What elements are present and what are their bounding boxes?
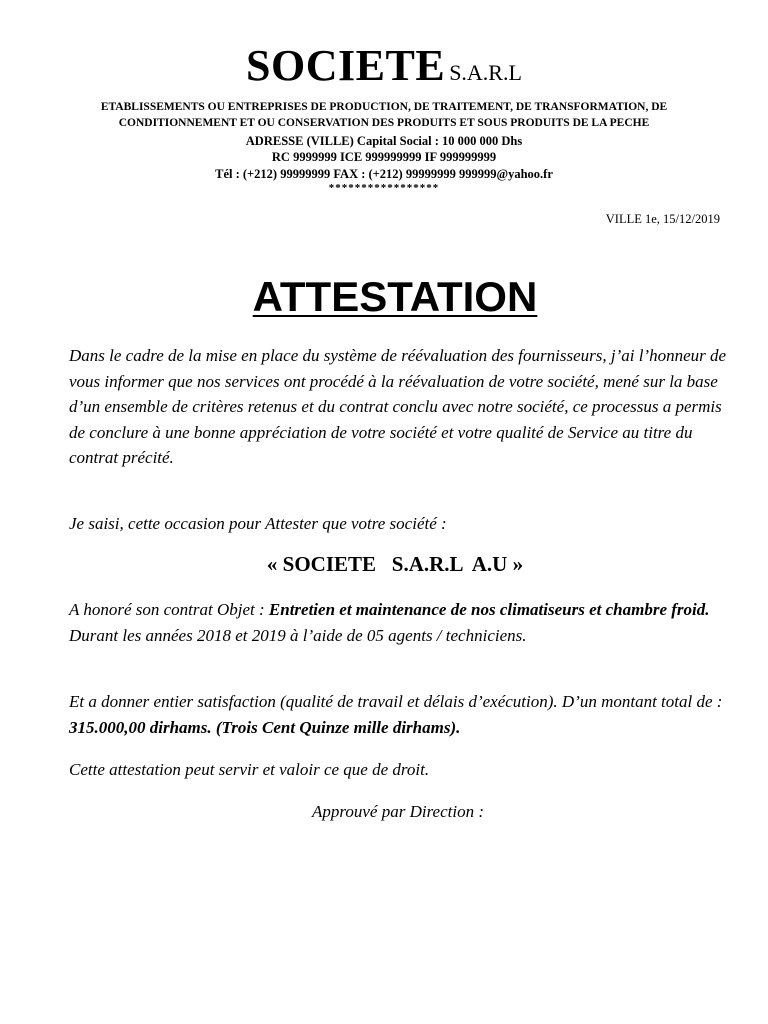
satisfaction-lead: Et a donner entier satisfaction (qualité de travail et délais d’exécution). D’un montant total de : <box>69 692 723 711</box>
activity-line-1: ETABLISSEMENTS OU ENTREPRISES DE PRODUCTION, DE TRAITEMENT, DE TRANSFORMATION, DE <box>100 101 668 113</box>
registry-line: RC 9999999 ICE 999999999 IF 999999999 <box>271 150 497 164</box>
address-line: ADRESSE (VILLE) Capital Social : 10 000 000 Dhs <box>245 134 523 148</box>
paragraph-contract <box>69 597 729 648</box>
approval-line: Approuvé par Direction : <box>312 802 485 821</box>
contract-tail: Durant les années 2018 et 2019 à l’aide de 05 agents / techniciens. <box>69 625 527 645</box>
contract-object: Entretien et maintenance de nos climatiseurs et chambre froid. <box>268 600 710 619</box>
company-quoted-name: « SOCIETE S.A.R.L A.U » <box>266 552 524 576</box>
activity-line-2: CONDITIONNEMENT ET OU CONSERVATION DES PRODUITS ET SOUS PRODUITS DE LA PECHE <box>118 117 650 129</box>
header-separator: ***************** <box>328 182 440 194</box>
total-amount: 315.000,00 dirhams. (Trois Cent Quinze mille dirhams). <box>69 717 461 737</box>
paragraph-satisfaction <box>69 689 729 740</box>
company-activity <box>60 99 708 131</box>
date-line: VILLE 1e, 15/12/2019 <box>605 212 720 226</box>
contract-lead: A honoré son contrat Objet : <box>69 600 269 619</box>
paragraph-closing: Cette attestation peut servir et valoir ce que de droit. <box>69 760 430 779</box>
company-suffix: S.A.R.L <box>449 60 522 85</box>
company-name: SOCIETE <box>246 41 446 90</box>
company-heading <box>0 41 768 90</box>
paragraph-attest: Je saisi, cette occasion pour Attester que votre société : <box>69 514 447 533</box>
contact-line: Tél : (+212) 99999999 FAX : (+212) 99999999 999999@yahoo.fr <box>215 167 553 181</box>
paragraph-intro: Dans le cadre de la mise en place du système de réévaluation des fournisseurs, j’ai l’honneur de vous informer que nos services ont procédé à la réévaluation de votre société, mené sur la base d’un ensemble de critères retenus et du contrat conclu avec notre société, ce processus a permis de conclure à une bonne appréciation de votre société et votre qualité de Service au titre du contrat précité. <box>69 346 727 467</box>
document-title: ATTESTATION <box>252 273 538 320</box>
